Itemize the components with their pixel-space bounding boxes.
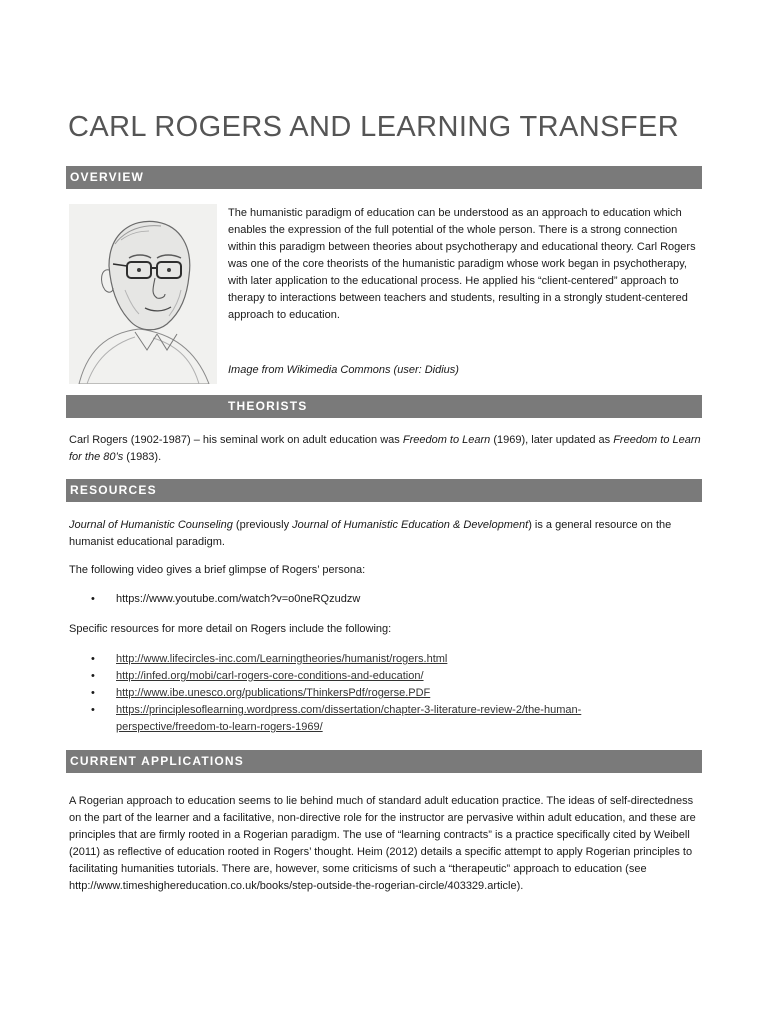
- section-header-resources: [66, 479, 702, 502]
- section-heading: THEORISTS: [228, 399, 308, 413]
- section-heading: OVERVIEW: [70, 170, 145, 184]
- image-caption: Image from Wikimedia Commons (user: Didius): [228, 364, 459, 376]
- book-title-freedom-to-learn: Freedom to Learn: [402, 434, 491, 446]
- book-title-freedom-to-learn-80s: Freedom to Learn for the 80’s: [69, 434, 701, 463]
- applications-paragraph: A Rogerian approach to education seems to lie behind much of standard adult education practice. The ideas of self-directedness on the part of the learner and a facilitative, non-directive role for the instructor are pervasive within adult education, and these are principles that are firmly rooted in a Rogerian paradigm. The use of “learning contracts” is a practice specifically cited by Weibell (2011) as reflective of education rooted in Rogers’ thought. Heim (2012) details a specific attempt to apply Rogerian principles to facilitating humanities tutorials. There are, however, some criticisms of such a “therapeutic” approach to education (see http://www.timeshighereducation.co.uk/books/step-outside-the-rogerian-circle/403329.article).: [69, 795, 696, 892]
- list-item: [69, 668, 701, 685]
- bullet: •: [91, 670, 95, 682]
- journal-title: Journal of Humanistic Counseling: [69, 519, 233, 531]
- section-header-theorists: [66, 395, 702, 418]
- section-heading: RESOURCES: [70, 483, 157, 497]
- resource-link-infed[interactable]: http://infed.org/mobi/carl-rogers-core-conditions-and-education/: [116, 670, 424, 682]
- page-title: CARL ROGERS AND LEARNING TRANSFER: [68, 111, 680, 143]
- list-item: [69, 702, 701, 736]
- list-item: [69, 651, 701, 668]
- portrait-sketch: [69, 204, 217, 384]
- section-header-current-applications: [66, 750, 702, 773]
- resource-link-principlesoflearning[interactable]: https://principlesoflearning.wordpress.com/dissertation/chapter-3-literature-review-2/the-human-perspective/freedom-to-learn-rogers-1969/: [116, 704, 582, 733]
- section-header-overview: [66, 166, 702, 189]
- resource-link-lifecircles[interactable]: http://www.lifecircles-inc.com/Learningtheories/humanist/rogers.html: [116, 653, 448, 665]
- theorists-text-a: Carl Rogers (1902-1987) – his seminal work on adult education was: [69, 434, 403, 446]
- list-item: [69, 591, 701, 608]
- video-intro: The following video gives a brief glimpse of Rogers’ persona:: [69, 564, 366, 576]
- bullet: •: [91, 653, 95, 665]
- resources-text-b: (previously: [232, 519, 293, 531]
- bullet: •: [91, 704, 95, 716]
- section-heading: CURRENT APPLICATIONS: [70, 754, 244, 768]
- journal-title-previous: Journal of Humanistic Education & Development: [292, 519, 529, 531]
- links-intro: Specific resources for more detail on Rogers include the following:: [69, 623, 392, 635]
- resource-links-list: [69, 651, 701, 736]
- theorists-text-c: (1969), later updated as: [490, 434, 614, 446]
- resources-paragraph: [69, 517, 701, 551]
- resources-text-d: ) is a general resource on the humanist educational paradigm.: [69, 519, 672, 548]
- theorists-text-e: (1983).: [123, 451, 162, 463]
- theorists-paragraph: [69, 432, 701, 466]
- resource-link-unesco[interactable]: http://www.ibe.unesco.org/publications/ThinkersPdf/rogerse.PDF: [116, 687, 431, 699]
- portrait-image: [69, 204, 217, 384]
- bullet: •: [91, 593, 95, 605]
- video-list: [69, 591, 701, 608]
- video-url[interactable]: https://www.youtube.com/watch?v=o0neRQzudzw: [116, 593, 361, 605]
- bullet: •: [91, 687, 95, 699]
- overview-paragraph: The humanistic paradigm of education can be understood as an approach to education which enables the expression of the full potential of the whole person. There is a strong connection within this paradigm between theories about psychotherapy and educational theory. Carl Rogers was one of the core theorists of the humanistic paradigm whose work began in psychotherapy, with later application to the educational process. He applied his “client-centered” approach to therapy to interactions between teachers and students, resulting in a strongly student-centered approach to education.: [228, 207, 696, 321]
- list-item: [69, 685, 701, 702]
